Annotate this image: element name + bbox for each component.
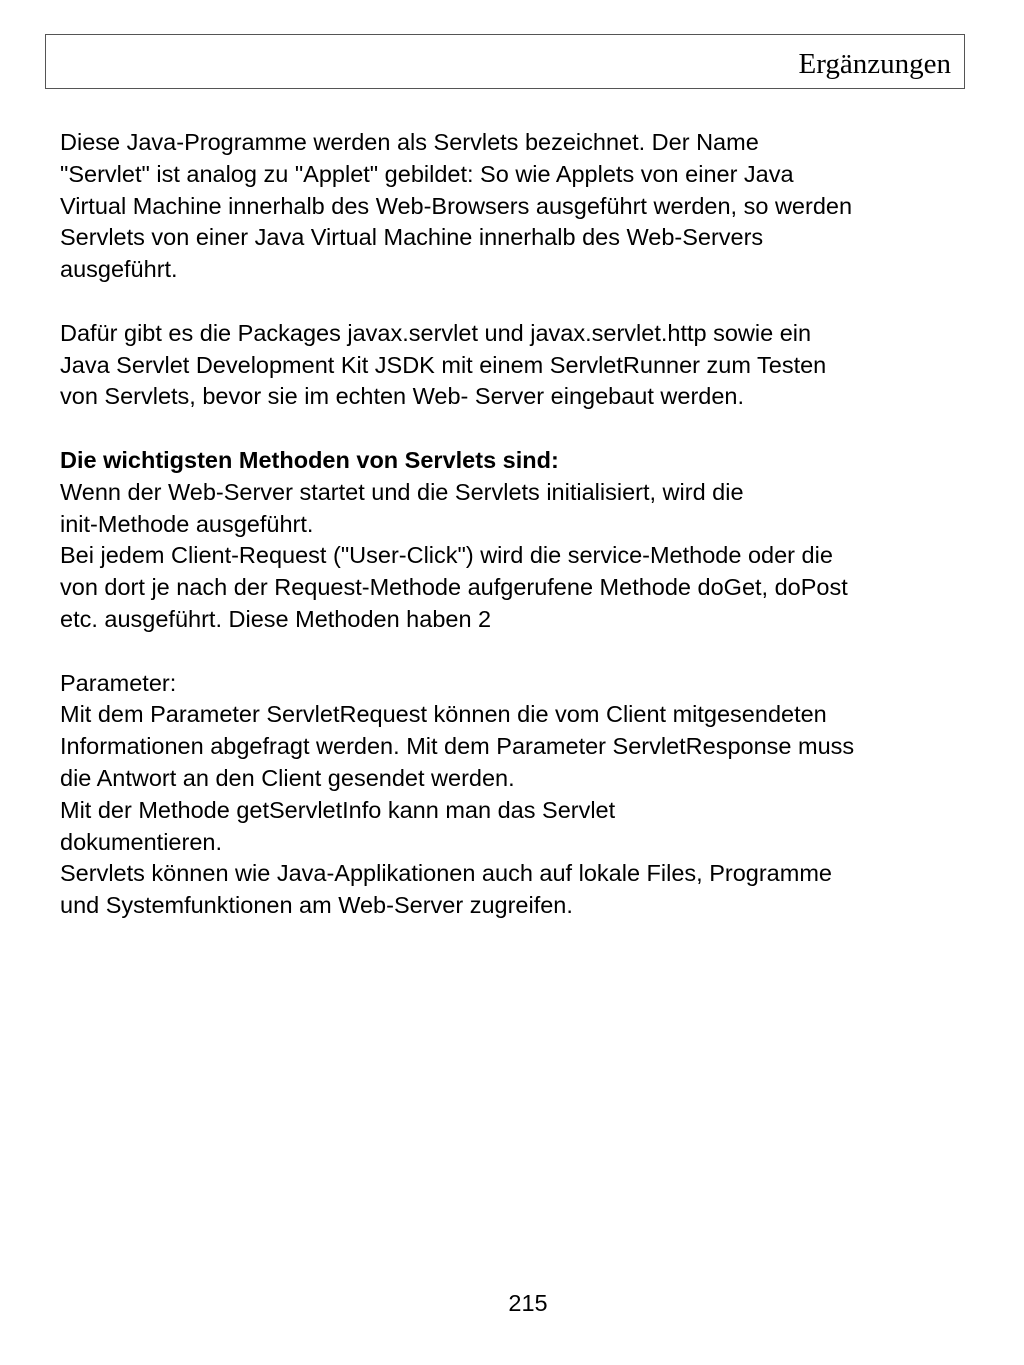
paragraph-4-line: und Systemfunktionen am Web-Server zugreifen. [60,892,573,919]
paragraph-4-line: die Antwort an den Client gesendet werden. [60,764,515,791]
paragraph-4-line: Servlets können wie Java-Applikationen auch auf lokale Files, Programme [60,860,832,887]
paragraph-1-line: "Servlet" ist analog zu "Applet" gebildet: So wie Applets von einer Java [60,160,794,187]
section-line: etc. ausgeführt. Diese Methoden haben 2 [60,605,492,632]
paragraph-4-line: Mit dem Parameter ServletRequest können die vom Client mitgesendeten [60,701,827,728]
paragraph-4-line: dokumentieren. [60,828,222,855]
section-heading: Die wichtigsten Methoden von Servlets sind: [60,446,559,473]
paragraph-1-line: Servlets von einer Java Virtual Machine innerhalb des Web-Servers [60,224,764,251]
paragraph-gap [60,413,965,445]
paragraph-1-line: ausgeführt. [60,256,178,283]
section-line: Bei jedem Client-Request ("User-Click") wird die service-Methode oder die [60,542,833,569]
paragraph-1-line: Virtual Machine innerhalb des Web-Browsers ausgeführt werden, so werden [60,192,853,219]
header-box [45,34,965,89]
page-header-title: Ergänzungen [798,48,951,80]
paragraph-1-line: Diese Java-Programme werden als Servlets bezeichnet. Der Name [60,129,759,155]
paragraph-4-line: Informationen abgefragt werden. Mit dem Parameter ServletResponse muss [60,733,855,760]
paragraph-gap [60,636,965,668]
section-line: von dort je nach der Request-Methode aufgerufene Methode doGet, doPost [60,574,848,601]
paragraph-2-line: Java Servlet Development Kit JSDK mit einem ServletRunner zum Testen [60,351,827,378]
page-content [60,127,965,922]
page-number: 215 [508,1290,548,1316]
paragraph-2-line: von Servlets, bevor sie im echten Web- Server eingebaut werden. [60,383,745,410]
paragraph-4-line: Parameter: [60,669,177,696]
section-line: init-Methode ausgeführt. [60,510,314,537]
paragraph-2-line: Dafür gibt es die Packages javax.servlet und javax.servlet.http sowie ein [60,319,812,346]
paragraph-gap [60,286,965,318]
paragraph-4-line: Mit der Methode getServletInfo kann man das Servlet [60,796,616,823]
section-line: Wenn der Web-Server startet und die Servlets initialisiert, wird die [60,478,744,505]
